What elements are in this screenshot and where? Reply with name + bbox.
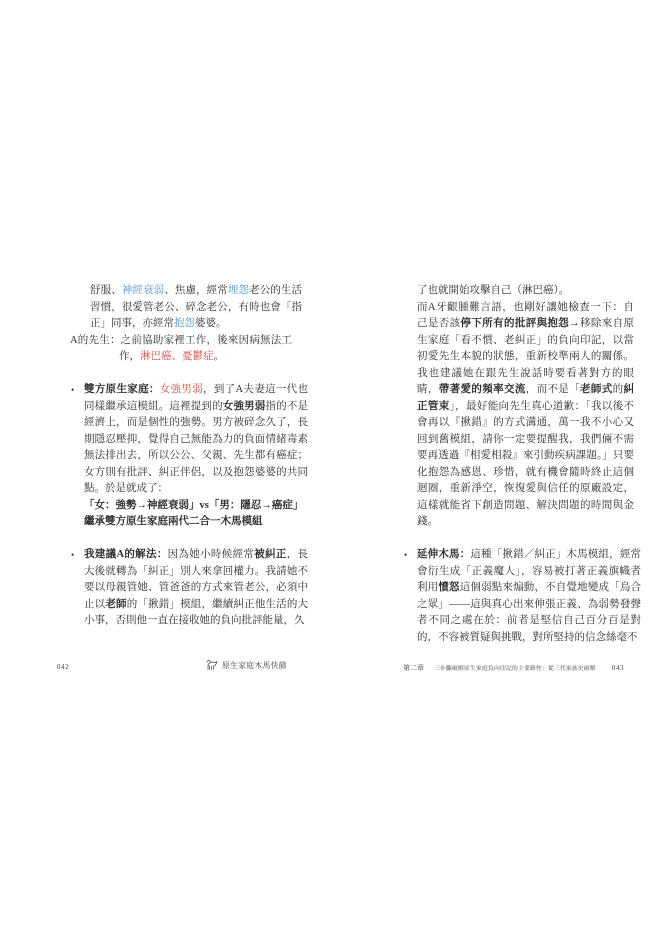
text-segment: 老師 — [105, 598, 127, 610]
trojan-horse-icon — [205, 659, 218, 671]
footer-chapter-title: 三步驟破解原生家庭負向印記的主要路徑：從三代家族史破解 — [434, 666, 596, 672]
left-page-number: 042 — [57, 663, 70, 671]
right-page-number: 043 — [611, 664, 625, 672]
text-segment: 女強男弱 — [222, 400, 266, 412]
text-segment: 老公的生活習慣，很愛管老公、碎念老公，有時也會「指正」同事，亦經常 — [90, 285, 303, 329]
text-segment: 、焦慮，經常 — [164, 285, 228, 296]
text-segment: ，到了A夫妻這一代也同樣繼承這模組。這裡提到的 — [84, 384, 308, 412]
text-segment: 神經衰弱 — [121, 285, 165, 296]
bullet-marker: • — [404, 550, 408, 560]
text-segment: ，而不是「 — [525, 384, 581, 395]
text-segment: 而A牙齦腫難言語，也剛好讓她檢查一下：自己是否該 — [417, 301, 634, 329]
text-segment: ，長大後就轉為「糾正」別人來拿回權力。我請她不要以母親管她、管爸爸的方式來管老公，必須中止以 — [84, 549, 309, 610]
text-segment: 的 — [612, 384, 624, 395]
text-segment: →移除來自原生家庭「看不慣、老糾正」的負向印記，以當初愛先生本貌的狀態，重新校準兩人的關係。我也建議她在跟先生說話時要看著對方的眼睛， — [417, 318, 635, 395]
text-segment: 女強男弱 — [159, 384, 204, 395]
text-segment: 埋怨 — [227, 285, 250, 296]
text-segment: 「女：強勢→神經衰弱」vs「男：隱忍→癌症」 — [84, 499, 304, 511]
right-page-text-column — [403, 283, 643, 646]
right-page-footer — [403, 663, 624, 673]
text-segment: 。 — [213, 351, 224, 362]
text-segment: 這種「揪錯／糾正」木馬模組，經常會衍生成「正義魔人」，容易被打著正義旗幟者利用 — [417, 549, 641, 593]
text-segment: 繼承雙方原生家庭兩代二合一木馬模組 — [84, 516, 263, 527]
text-segment: 因為她小時候經常 — [167, 549, 255, 560]
bullet-marker: • — [71, 550, 75, 560]
text-segment: 了也就開始攻擊自己（淋巴癌）。 — [417, 285, 570, 296]
text-segment: 雙方原生家庭： — [84, 384, 160, 395]
text-segment: 這個弱點來煽動，不自覺地變成「烏合之眾」——這與真心出來伸張正義、為弱勢發聲者不同之處在於：前者是堅信自己百分百是對的，不容被質疑與挑戰，對所堅持的信念絲毫不 — [417, 582, 642, 643]
text-segment: 憤怒 — [438, 582, 460, 593]
paragraph — [417, 300, 634, 531]
left-page-text-column — [70, 283, 310, 630]
text-segment: 」，最好能向先生真心道歉：「我以後不會再以『揪錯』的方式溝通，萬一我不小心又回到舊模組，請你一定要提醒我，我們倆不需要再透過『相愛相殺』來引動疾病課題。」只要化抱怨為感恩、珍惜，就有機會隨時終止這個迴圈，重新淨空，恢復愛與信任的原廠設定，這樣就能省下創造問題、解決問題的時間與金錢。 — [417, 400, 635, 527]
text-segment: 抱怨 — [174, 318, 195, 329]
text-segment: 停下所有的批評與抱怨 — [460, 318, 570, 329]
text-segment: 帶著愛的頻率交流 — [438, 384, 526, 395]
text-segment: 舒服、 — [90, 285, 122, 296]
text-segment: 我建議A的解法： — [84, 549, 168, 560]
text-segment: 指的不是經濟上，而是個性的強勢。男方被碎念久了，長期隱忍壓抑，覺得自己無能為力的負面情緒毒素無法排出去，所以公公、父親、先生都有癌症；女方則有批評、糾正伴侶，以及抱怨婆婆的共同點。於是就成了： — [84, 400, 309, 494]
paragraph — [70, 547, 308, 630]
bullet-marker: • — [71, 385, 75, 395]
text-segment: 婆婆。 — [195, 318, 227, 329]
footer-chapter-label: 第二章 — [403, 664, 424, 672]
text-segment: 被糾正 — [254, 549, 287, 560]
left-page-footer — [205, 659, 287, 671]
text-segment: A的先生：之前協助家裡工作，後來因病無法工作， — [70, 334, 292, 362]
text-segment: 淋巴癌、憂鬱症 — [140, 351, 214, 362]
paragraph — [70, 382, 308, 531]
footer-book-title: 原生家庭木馬快篩 — [222, 660, 287, 670]
paragraph — [70, 333, 292, 366]
text-segment: 老師式 — [580, 384, 613, 395]
text-segment: 的「揪錯」模組，繼續糾正他生活的大小事，否則他一直在接收她的負向批評能量，久 — [84, 598, 309, 626]
paragraph — [417, 283, 634, 300]
paragraph — [403, 547, 641, 646]
text-segment: 延伸木馬： — [417, 549, 471, 560]
paragraph — [90, 283, 302, 333]
text-segment: 糾正管束 — [417, 384, 635, 412]
